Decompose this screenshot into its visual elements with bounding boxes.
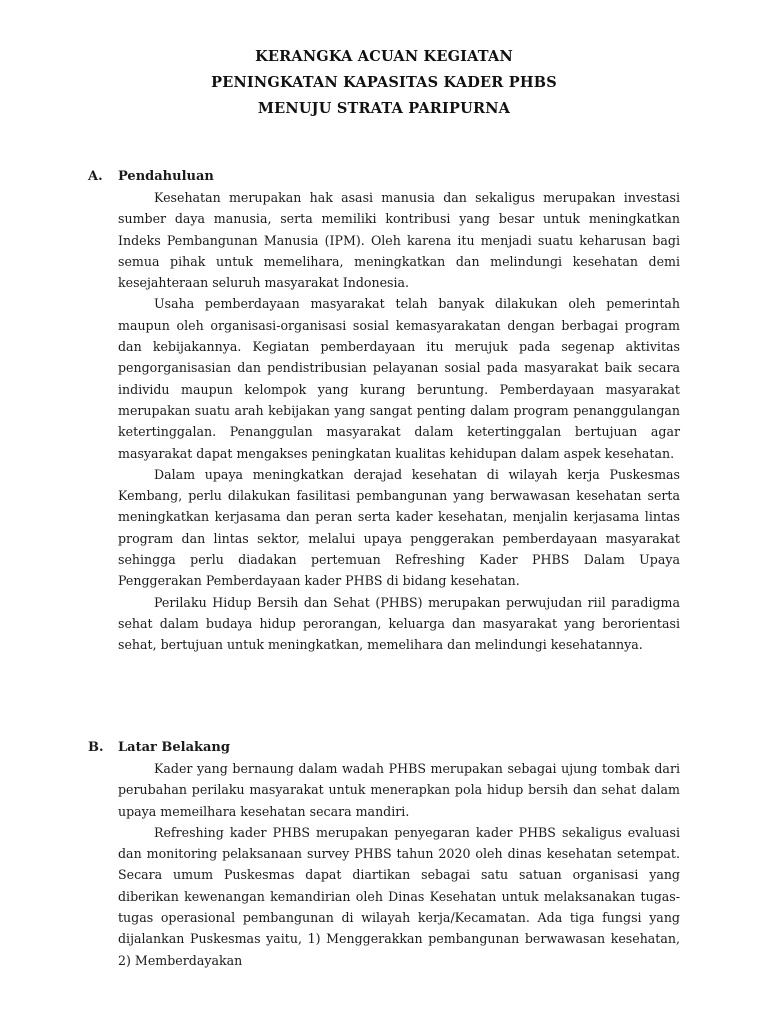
section-latar-belakang (88, 737, 680, 971)
paragraph: Usaha pemberdayaan masyarakat telah banyak dilakukan oleh pemerintah maupun oleh organisasi-organisasi sosial kemasyarakatan dengan berbagai program dan kebijakannya. Kegiatan pemberdayaan itu merujuk pada segenap aktivitas pengorganisasian dan pendistribusian pelayanan sosial pada masyarakat baik secara individu maupun kelompok yang kurang beruntung. Pemberdayaan masyarakat merupakan suatu arah kebijakan yang sangat penting dalam program penanggulangan ketertinggalan. Penanggulan masyarakat dalam ketertinggalan bertujuan agar masyarakat dapat mengakses peningkatan kualitas kehidupan dalam aspek kesehatan. (118, 296, 680, 461)
section-title: Pendahuluan (118, 169, 214, 184)
paragraph: Kader yang bernaung dalam wadah PHBS merupakan sebagai ujung tombak dari perubahan perilaku masyarakat untuk menerapkan pola hidup bersih dan sehat dalam upaya memeilhara kesehatan secara mandiri. (118, 761, 680, 819)
paragraph: Dalam upaya meningkatkan derajad kesehatan di wilayah kerja Puskesmas Kembang, perlu dilakukan fasilitasi pembangunan yang berwawasan kesehatan serta meningkatkan kerjasama dan peran serta kader kesehatan, menjalin kerjasama lintas program dan lintas sektor, melalui upaya penggerakan pemberdayaan masyarakat sehingga perlu diadakan pertemuan Refreshing Kader PHBS Dalam Upaya Penggerakan Pemberdayaan kader PHBS di bidang kesehatan. (118, 466, 680, 589)
section-body (118, 758, 680, 971)
section-body (118, 187, 680, 656)
paragraph: Kesehatan merupakan hak asasi manusia dan sekaligus merupakan investasi sumber daya manusia, serta memiliki kontribusi yang besar untuk meningkatkan Indeks Pembangunan Manusia (IPM). Oleh karena itu menjadi suatu keharusan bagi semua pihak untuk memelihara, meningkatkan dan melindungi kesehatan demi kesejahteraan seluruh masyarakat Indonesia. (118, 190, 680, 291)
title-line-1: KERANGKA ACUAN KEGIATAN (255, 48, 513, 65)
section-pendahuluan (88, 166, 680, 656)
title-line-3: MENUJU STRATA PARIPURNA (257, 100, 511, 117)
title-line-2: PENINGKATAN KAPASITAS KADER PHBS (211, 74, 557, 91)
section-letter: A. (88, 169, 103, 184)
paragraph: Refreshing kader PHBS merupakan penyegaran kader PHBS sekaligus evaluasi dan monitoring pelaksanaan survey PHBS tahun 2020 oleh dinas kesehatan setempat. Secara umum Puskesmas dapat diartikan sebagai satu satuan organisasi yang diberikan kewenangan kemandirian oleh Dinas Kesehatan untuk melaksanakan tugas-tugas operasional pembangunan di wilayah kerja/Kecamatan. Ada tiga fungsi yang dijalankan Puskesmas yaitu, 1) Menggerakkan pembangunan berwawasan kesehatan, 2) Memberdayakan (118, 824, 680, 968)
section-heading (88, 737, 680, 758)
paragraph: Perilaku Hidup Bersih dan Sehat (PHBS) merupakan perwujudan riil paradigma sehat dalam budaya hidup perorangan, keluarga dan masyarakat yang berorientasi sehat, bertujuan untuk meningkatkan, memelihara dan melindungi kesehatannya. (118, 594, 680, 653)
section-letter: B. (88, 740, 104, 755)
section-heading (88, 166, 680, 187)
section-title: Latar Belakang (118, 740, 230, 755)
document-title (0, 44, 768, 122)
